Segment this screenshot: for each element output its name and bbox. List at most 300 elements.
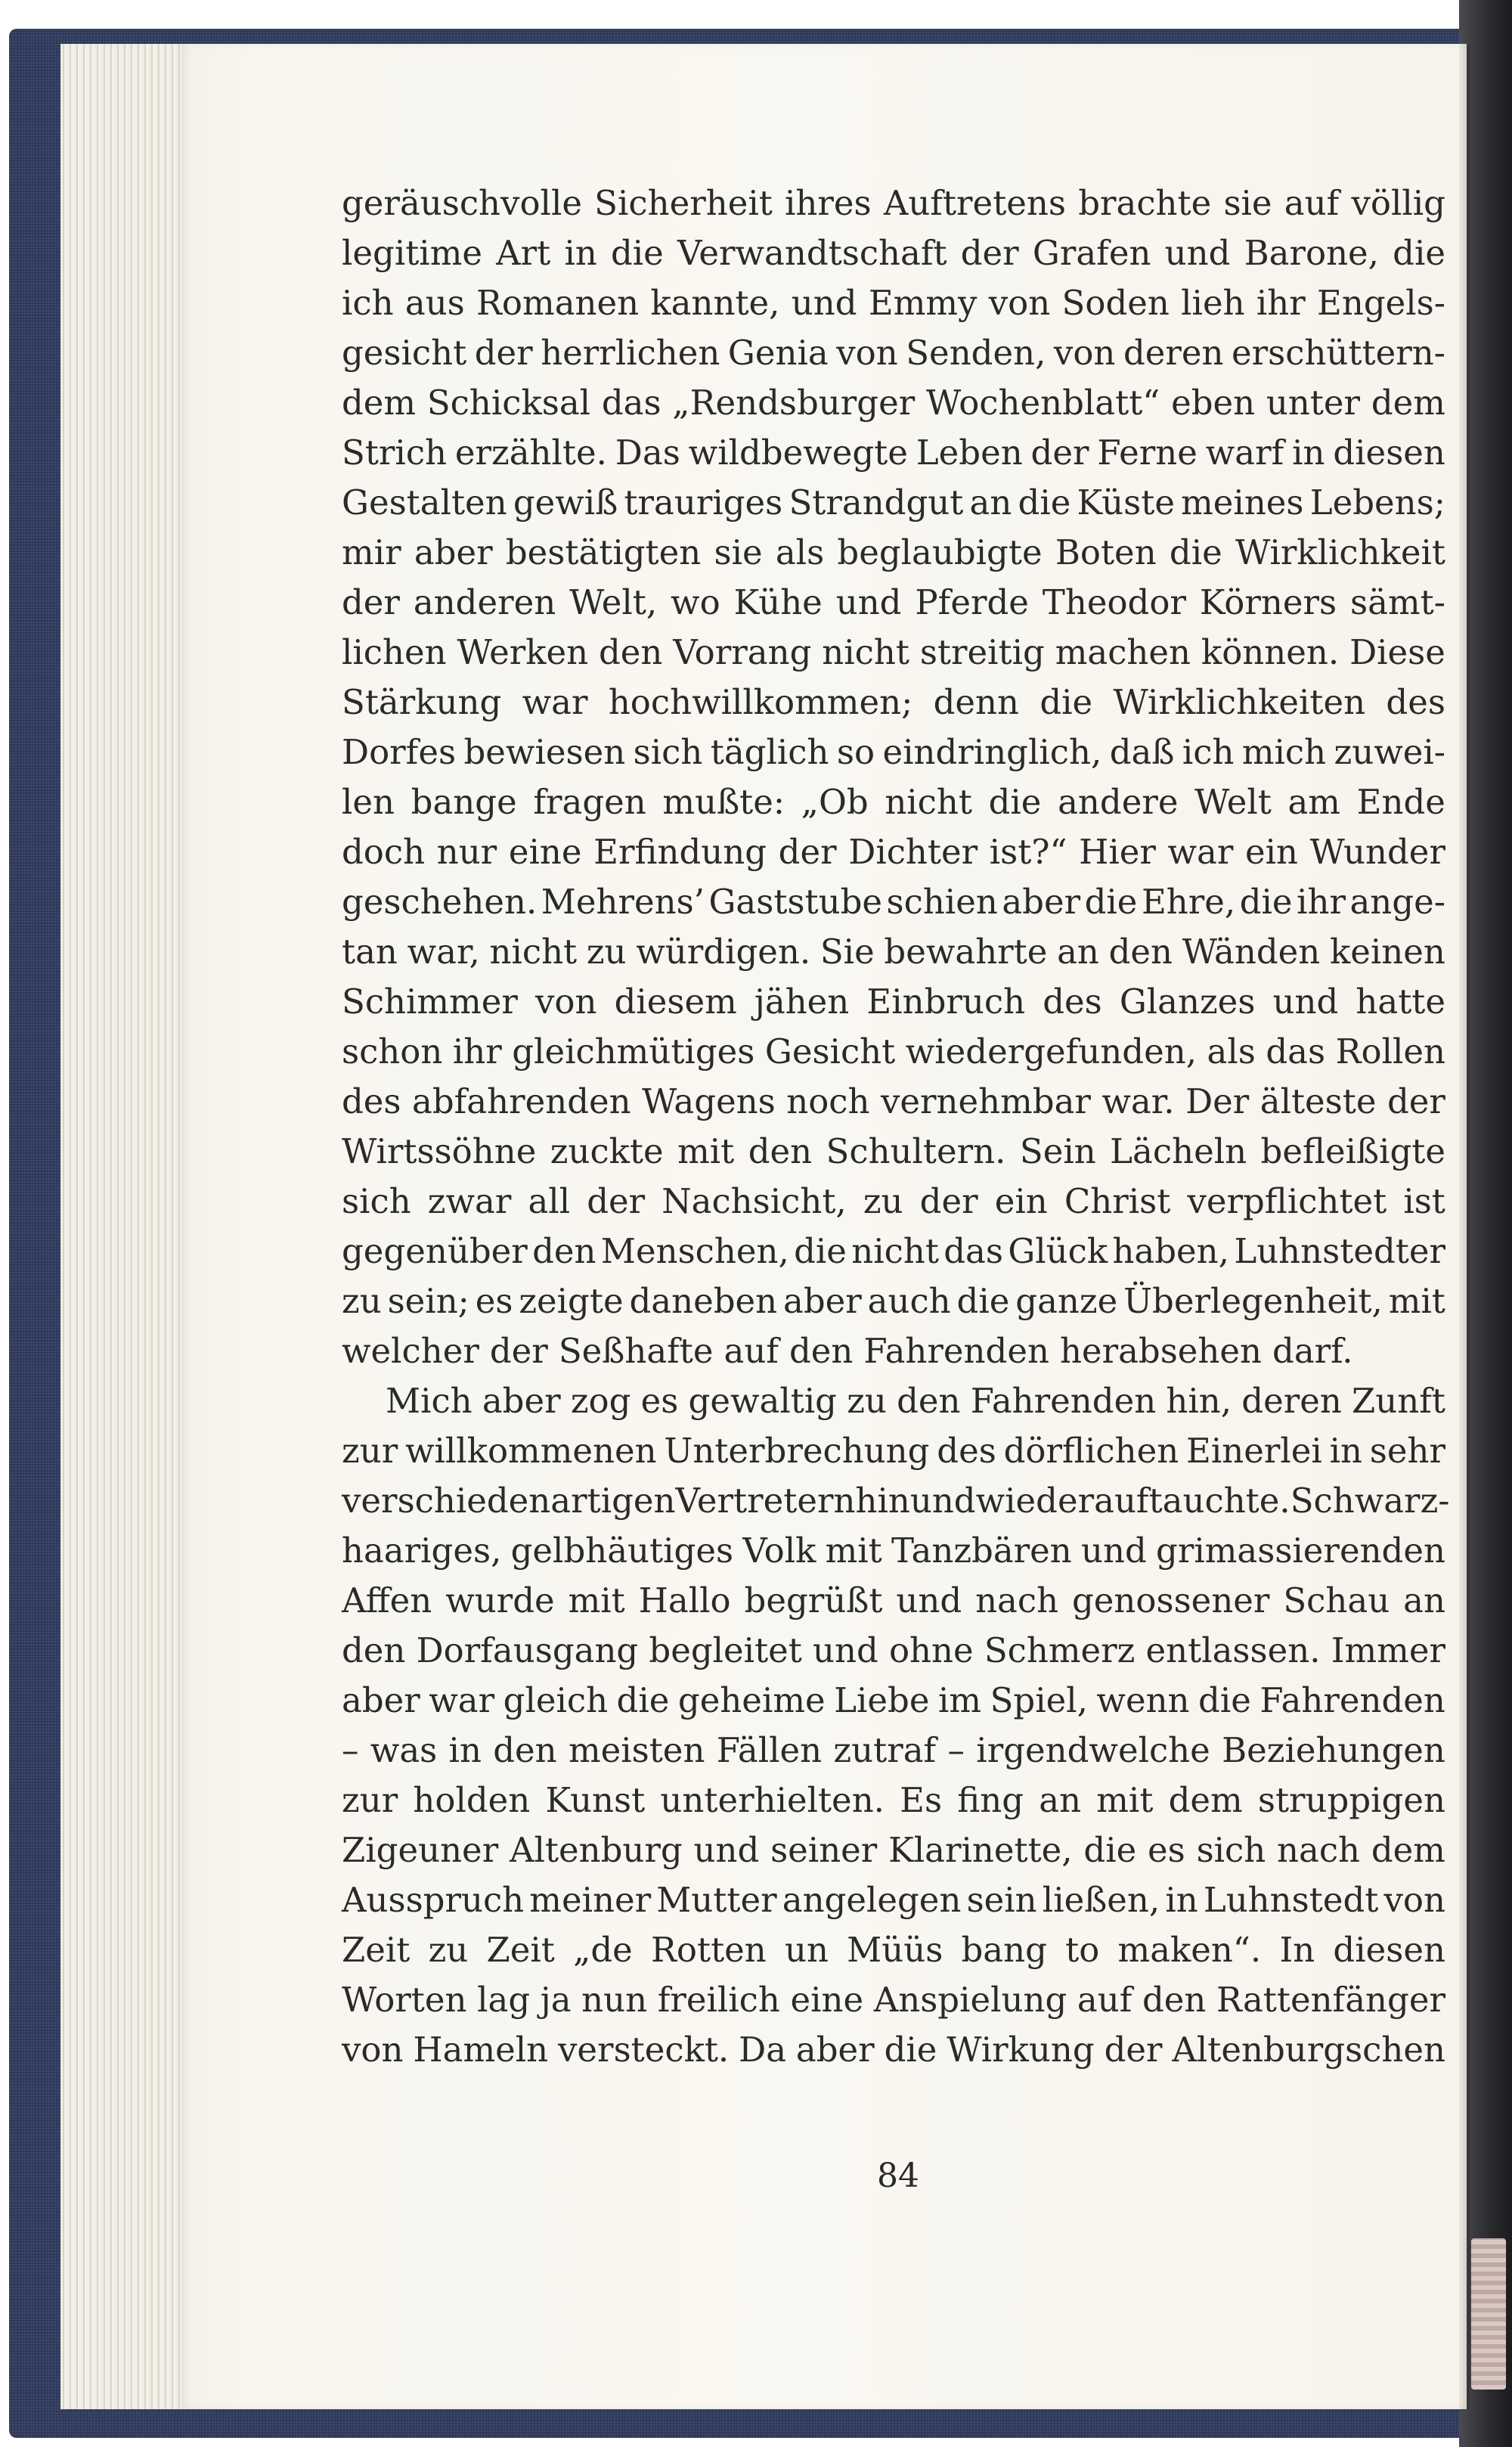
word: ist xyxy=(1403,1181,1445,1221)
word: mit xyxy=(825,1531,882,1571)
text-line xyxy=(342,1326,1445,1376)
text-line xyxy=(342,528,1445,578)
word: auf xyxy=(1284,183,1340,223)
word: von xyxy=(1383,1880,1445,1920)
word: versteckt. xyxy=(558,2030,730,2070)
word: täglich xyxy=(710,732,829,772)
word: zu xyxy=(847,1381,887,1421)
word: wieder xyxy=(975,1481,1095,1521)
text-line xyxy=(342,428,1445,478)
word: Altenburg xyxy=(510,1830,683,1870)
word: den xyxy=(598,632,663,672)
word: gewiß xyxy=(513,482,618,523)
word: noch xyxy=(786,1081,870,1121)
word: des xyxy=(1386,682,1445,722)
word: – xyxy=(947,1730,965,1770)
word: trauriges xyxy=(624,482,783,523)
word: wiedergefunden, xyxy=(905,1031,1198,1072)
word: lieh xyxy=(1181,283,1245,323)
word: zu xyxy=(863,1181,903,1221)
word: Werken xyxy=(457,632,589,672)
word: Seßhafte xyxy=(558,1331,714,1371)
text-line xyxy=(342,1975,1445,2025)
word: warf xyxy=(1205,433,1284,473)
word: Pferde xyxy=(915,582,1029,622)
word: legitime xyxy=(342,233,482,273)
word: ließen, xyxy=(1042,1880,1160,1920)
word: in xyxy=(1165,1880,1198,1920)
word: Beziehungen xyxy=(1222,1730,1445,1770)
word: Schmerz xyxy=(984,1630,1136,1670)
text-line xyxy=(342,977,1445,1027)
word: so xyxy=(836,732,875,772)
word: Soden xyxy=(1061,283,1170,323)
word: Strich xyxy=(342,433,447,473)
word: nach xyxy=(975,1580,1059,1620)
text-line xyxy=(342,727,1445,777)
word: wenn xyxy=(1096,1680,1190,1720)
word: Fahrenden xyxy=(863,1331,1049,1371)
word: Wagens xyxy=(642,1081,776,1121)
word: den xyxy=(493,1730,557,1770)
word: Schau xyxy=(1283,1580,1390,1620)
word: abfahrenden xyxy=(411,1081,631,1121)
word: sämt- xyxy=(1350,582,1445,622)
word: Zigeuner xyxy=(342,1830,499,1870)
text-line xyxy=(342,1526,1445,1576)
word: geräuschvolle xyxy=(342,183,582,223)
word: der xyxy=(960,233,1019,273)
text-line xyxy=(342,1027,1445,1077)
text-line xyxy=(342,1177,1445,1227)
word: fing xyxy=(957,1780,1024,1820)
word: und xyxy=(896,1580,962,1620)
word: Einerlei xyxy=(1186,1431,1322,1471)
word: angelegen xyxy=(782,1880,962,1920)
word: dem xyxy=(1371,1830,1445,1870)
word: zog xyxy=(570,1381,631,1421)
word: ihr xyxy=(1256,283,1306,323)
word: aber xyxy=(783,1281,862,1321)
word: Zunft xyxy=(1352,1381,1445,1421)
word: keinen xyxy=(1329,932,1445,972)
word: Es xyxy=(900,1780,943,1820)
word: Glanzes xyxy=(1119,982,1256,1022)
word: ein xyxy=(1244,832,1298,872)
word: Wänden xyxy=(1182,932,1321,972)
word: können. xyxy=(1201,632,1340,672)
word: meines xyxy=(1181,482,1304,523)
word: Art xyxy=(496,233,551,273)
word: am xyxy=(1287,782,1340,822)
word: Emmy xyxy=(868,283,978,323)
text-line xyxy=(342,628,1445,678)
text-line xyxy=(342,378,1445,428)
word: die xyxy=(1083,1830,1137,1870)
text-line xyxy=(342,1925,1445,1975)
text-line xyxy=(342,1376,1445,1426)
word: die xyxy=(616,1680,670,1720)
word: hatte xyxy=(1356,982,1445,1022)
word: Wirklichkeit xyxy=(1235,532,1445,572)
word: von xyxy=(342,2030,404,2070)
word: den xyxy=(1108,932,1173,972)
word: sich xyxy=(633,732,703,772)
word: und xyxy=(1272,982,1339,1022)
word: daneben xyxy=(629,1281,778,1321)
word: Welt, xyxy=(569,582,658,622)
word: ich xyxy=(342,283,394,323)
word: Menschen, xyxy=(600,1231,789,1271)
word: sich xyxy=(1196,1830,1266,1870)
word: im xyxy=(937,1680,982,1720)
word: ohne xyxy=(888,1630,974,1670)
word: zutraf xyxy=(833,1730,937,1770)
word: Sein xyxy=(1019,1131,1096,1171)
word: den xyxy=(897,1381,961,1421)
word: Welt xyxy=(1194,782,1272,822)
word: daß xyxy=(1109,732,1175,772)
word: die xyxy=(1040,682,1093,722)
word: sie xyxy=(1223,183,1272,223)
word: und xyxy=(835,582,902,622)
text-line xyxy=(342,877,1445,927)
word: struppigen xyxy=(1257,1780,1445,1820)
word: zwar xyxy=(427,1181,512,1221)
word: auftauchte. xyxy=(1094,1481,1290,1521)
word: gewaltig xyxy=(688,1381,837,1421)
word: Immer xyxy=(1331,1630,1445,1670)
word: erzählte. xyxy=(454,433,607,473)
word: verschiedenartigen xyxy=(342,1481,676,1521)
word: sich xyxy=(342,1181,411,1221)
word: ihr xyxy=(1297,882,1346,922)
word: dem xyxy=(1168,1780,1243,1820)
word: wildbewegte xyxy=(688,433,908,473)
word: war xyxy=(522,682,588,722)
word: „Ob xyxy=(801,782,869,822)
word: ihres xyxy=(785,183,872,223)
word: sein; xyxy=(387,1281,469,1321)
word: Romanen xyxy=(476,283,640,323)
word: nur xyxy=(436,832,497,872)
word: der xyxy=(342,582,400,622)
word: Leben xyxy=(916,433,1023,473)
word: zuwei- xyxy=(1334,732,1445,772)
word: herrlichen xyxy=(541,333,720,373)
word: Klarinette, xyxy=(888,1830,1073,1870)
word: aber xyxy=(482,1381,561,1421)
word: Diese xyxy=(1349,632,1445,672)
word: die xyxy=(1084,882,1138,922)
text-line xyxy=(342,827,1445,877)
word: in xyxy=(564,233,597,273)
word: unterhielten. xyxy=(660,1780,885,1820)
word: bestätigten xyxy=(505,532,702,572)
word: Ferne xyxy=(1097,433,1198,473)
bookmark-ribbon xyxy=(1471,2238,1506,2390)
word: aber xyxy=(1002,882,1081,922)
word: und xyxy=(1164,233,1231,273)
word: bang xyxy=(961,1930,1047,1970)
word: nach xyxy=(1277,1830,1361,1870)
word: Mehrens’ xyxy=(541,882,705,922)
word: Anspielung xyxy=(873,1980,1067,2020)
word: von xyxy=(836,333,898,373)
word: wurde xyxy=(445,1580,555,1620)
word: Hameln xyxy=(413,2030,549,2070)
word: den xyxy=(532,1231,596,1271)
word: Schicksal xyxy=(426,383,591,423)
word: dörflichen xyxy=(1003,1431,1179,1471)
word: erschüttern- xyxy=(1232,333,1445,373)
word: an xyxy=(1403,1580,1445,1620)
word: streitig xyxy=(919,632,1045,672)
word: Luhnstedt xyxy=(1203,1880,1379,1920)
word: der xyxy=(778,832,837,872)
word: lag xyxy=(477,1980,531,2020)
word: der xyxy=(1104,2030,1163,2070)
word: aber xyxy=(342,1680,420,1720)
word: diesem xyxy=(614,982,737,1022)
word: des xyxy=(937,1431,996,1471)
word: „de xyxy=(573,1930,633,1970)
text-line xyxy=(342,1476,1450,1526)
word: den xyxy=(1142,1980,1207,2020)
word: Mutter xyxy=(656,1880,777,1920)
word: Überlegenheit, xyxy=(1123,1281,1383,1321)
word: es xyxy=(640,1381,679,1421)
word: Luhnstedter xyxy=(1234,1231,1445,1271)
word: seiner xyxy=(770,1830,878,1870)
word: haariges, xyxy=(342,1531,502,1571)
word: an xyxy=(969,482,1012,523)
word: Senden, xyxy=(906,333,1046,373)
word: Dorfes xyxy=(342,732,457,772)
text-line xyxy=(342,1726,1445,1776)
word: mit xyxy=(1096,1780,1154,1820)
word: Lächeln xyxy=(1110,1131,1247,1171)
word: von xyxy=(988,283,1051,323)
word: Wirklichkeiten xyxy=(1113,682,1366,722)
word: Ehre, xyxy=(1141,882,1236,922)
word: Dichter xyxy=(848,832,978,872)
word: Gesicht xyxy=(764,1031,896,1072)
word: Erfindung xyxy=(593,832,767,872)
word: des xyxy=(342,1081,401,1121)
word: Stärkung xyxy=(342,682,502,722)
word: aber xyxy=(795,2030,875,2070)
text-line xyxy=(342,328,1445,378)
word: in xyxy=(1329,1431,1362,1471)
word: es xyxy=(1148,1830,1185,1870)
word: den xyxy=(342,1630,406,1670)
page-edges xyxy=(60,44,197,2409)
word: Rollen xyxy=(1335,1031,1445,1072)
word: vernehmbar xyxy=(880,1081,1091,1121)
word: mit xyxy=(1388,1281,1445,1321)
word: was xyxy=(370,1730,438,1770)
word: den xyxy=(748,1131,813,1171)
word: dem xyxy=(1371,383,1445,423)
word: es xyxy=(475,1281,513,1321)
word: Boten xyxy=(1055,532,1157,572)
word: an xyxy=(1057,932,1099,972)
word: auch xyxy=(867,1281,951,1321)
word: hochwillkommen; xyxy=(608,682,913,722)
word: Das xyxy=(615,433,680,473)
word: gelbhäutiges xyxy=(510,1531,734,1571)
word: beglaubigte xyxy=(837,532,1043,572)
word: Fahrenden xyxy=(970,1381,1157,1421)
word: zuckte xyxy=(550,1131,664,1171)
word: Sicherheit xyxy=(594,183,773,223)
word: diesen xyxy=(1333,433,1445,473)
word: willkommenen xyxy=(405,1431,657,1471)
word: Ende xyxy=(1356,782,1445,822)
word: – xyxy=(342,1730,359,1770)
word: Zeit xyxy=(342,1930,411,1970)
word: mit xyxy=(677,1131,735,1171)
word: mich xyxy=(1241,732,1327,772)
word: un xyxy=(784,1930,829,1970)
word: lichen xyxy=(342,632,447,672)
word: als xyxy=(775,532,825,572)
text-line xyxy=(342,1875,1445,1925)
word: die xyxy=(956,1281,1010,1321)
word: hin, xyxy=(1166,1381,1232,1421)
word: Wirtssöhne xyxy=(342,1131,537,1171)
word: Nachsicht, xyxy=(662,1181,847,1221)
word: unter xyxy=(1266,383,1361,423)
word: fragen xyxy=(533,782,646,822)
word: sehr xyxy=(1369,1431,1445,1471)
word: Grafen xyxy=(1032,233,1151,273)
text-line xyxy=(342,278,1445,328)
word: Spiel, xyxy=(990,1680,1088,1720)
word: würdigen. xyxy=(636,932,811,972)
word: andere xyxy=(1058,782,1179,822)
word: Dorfausgang xyxy=(416,1630,639,1670)
word: Der xyxy=(1185,1081,1250,1121)
word: nun xyxy=(581,1980,648,2020)
word: len xyxy=(342,782,395,822)
word: begrüßt xyxy=(744,1580,883,1620)
word: geschehen. xyxy=(342,882,538,922)
word: der xyxy=(474,333,533,373)
word: Auftretens xyxy=(883,183,1066,223)
word: Tanzbären xyxy=(891,1531,1072,1571)
word: Wirkung xyxy=(947,2030,1095,2070)
word: nicht xyxy=(489,932,578,972)
word: Gaststube xyxy=(708,882,883,922)
word: jähen xyxy=(754,982,850,1022)
word: Wunder xyxy=(1309,832,1445,872)
word: und xyxy=(693,1830,760,1870)
word: deren xyxy=(1123,333,1224,373)
word: Glück xyxy=(1008,1231,1108,1271)
word: nicht xyxy=(851,1231,939,1271)
word: aus xyxy=(404,283,465,323)
word: Vorrang xyxy=(673,632,812,672)
word: wo xyxy=(671,582,720,622)
word: gegenüber xyxy=(342,1231,528,1271)
word: Unterbrechung xyxy=(664,1431,930,1471)
word: sie xyxy=(714,532,763,572)
word: völlig xyxy=(1351,183,1445,223)
word: meiner xyxy=(529,1880,652,1920)
word: Verwandtschaft xyxy=(677,233,947,273)
word: des xyxy=(1043,982,1102,1022)
text-line xyxy=(342,1676,1445,1726)
text-line xyxy=(342,228,1445,278)
word: Theodor xyxy=(1042,582,1186,622)
word: befleißigte xyxy=(1260,1131,1445,1171)
word: der xyxy=(489,1331,548,1371)
word: war. xyxy=(1101,1081,1175,1121)
word: entlassen. xyxy=(1145,1630,1321,1670)
word: mußte: xyxy=(662,782,785,822)
word: nicht xyxy=(885,782,972,822)
word: doch xyxy=(342,832,426,872)
word: und xyxy=(1081,1531,1147,1571)
word: sein xyxy=(966,1880,1037,1920)
word: zu xyxy=(586,932,627,972)
word: Hier xyxy=(1079,832,1156,872)
word: bewahrte xyxy=(884,932,1048,972)
text-line xyxy=(342,1576,1445,1626)
word: grimassierenden xyxy=(1156,1531,1445,1571)
text-line xyxy=(342,1626,1445,1676)
word: Rotten xyxy=(651,1930,767,1970)
word: von xyxy=(1053,333,1116,373)
word: die xyxy=(1169,532,1222,572)
word: ja xyxy=(540,1980,572,2020)
text-line xyxy=(342,1426,1445,1476)
word: kannte, xyxy=(650,283,780,323)
word: herabsehen xyxy=(1059,1331,1263,1371)
word: ich xyxy=(1182,732,1235,772)
word: Fahrenden xyxy=(1259,1680,1445,1720)
text-line xyxy=(342,678,1445,727)
word: war xyxy=(1167,832,1234,872)
word: maken“. xyxy=(1117,1930,1262,1970)
word: auf xyxy=(723,1331,779,1371)
word: Kunst xyxy=(545,1780,646,1820)
word: von xyxy=(534,982,597,1022)
word: dem xyxy=(342,383,417,423)
word: bewiesen xyxy=(463,732,626,772)
word: hin xyxy=(855,1481,910,1521)
word: an xyxy=(1039,1780,1082,1820)
word: begleitet xyxy=(649,1630,802,1670)
word: der xyxy=(1030,433,1089,473)
word: Mich xyxy=(386,1381,472,1421)
word: Zeit xyxy=(486,1930,555,1970)
word: zur xyxy=(342,1431,398,1471)
word: die xyxy=(794,1231,847,1271)
word: die xyxy=(1018,482,1071,523)
word: deren xyxy=(1241,1381,1342,1421)
word: Affen xyxy=(342,1580,432,1620)
word: den xyxy=(789,1331,854,1371)
word: Sie xyxy=(820,932,875,972)
word: Liebe xyxy=(834,1680,930,1720)
text-line xyxy=(342,1127,1445,1177)
word: eine xyxy=(790,1980,864,2020)
word: zeigte xyxy=(519,1281,624,1321)
word: freilich xyxy=(657,1980,780,2020)
